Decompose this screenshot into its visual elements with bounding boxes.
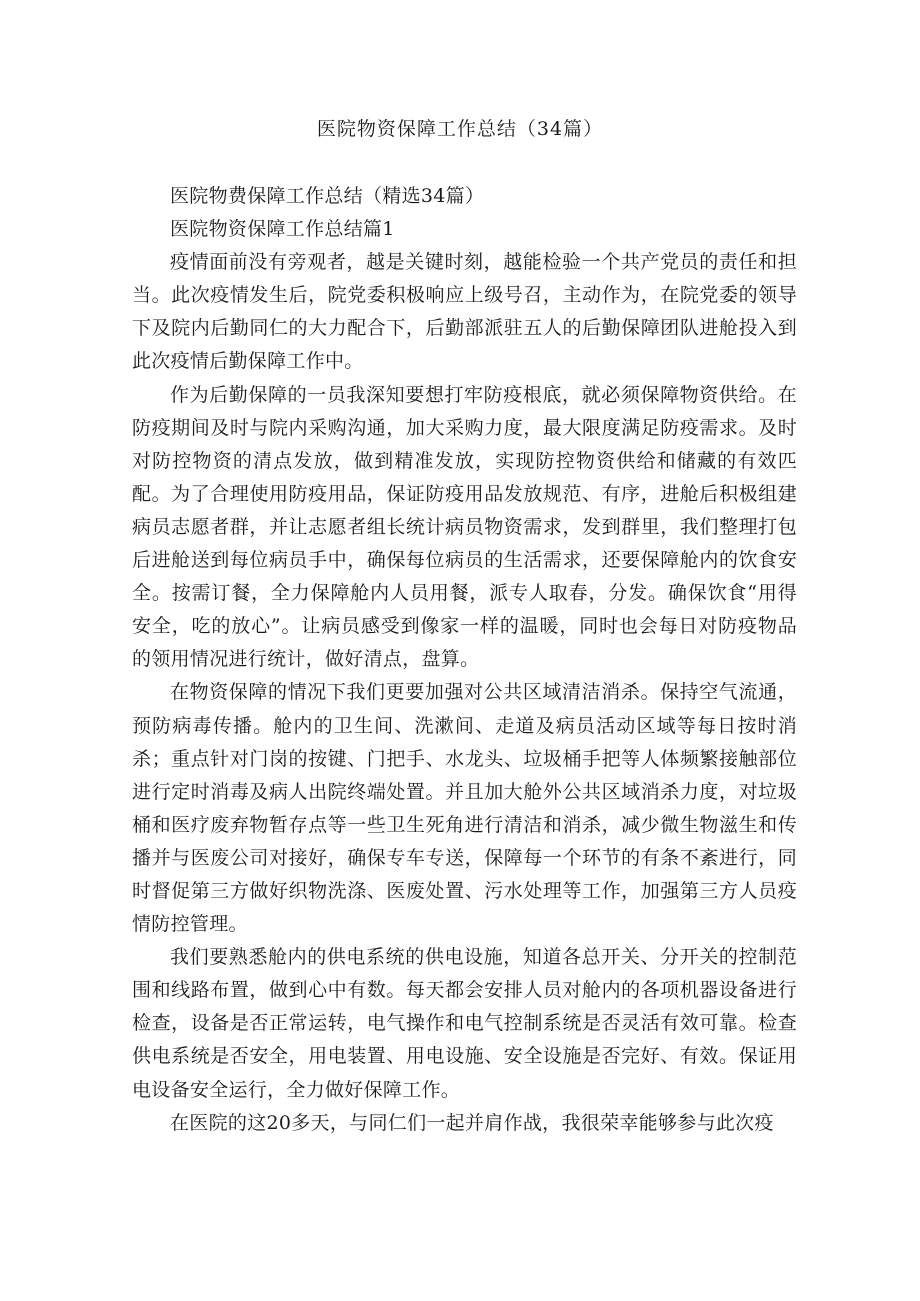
paragraph-1: 疫情面前没有旁观者，越是关键时刻，越能检验一个共产党员的责任和担当。此次疫情发生后，院党委积极响应上级号召，主动作为，在院党委的领导下及院内后勤同仁的大力配合下，后勤部派驻五人的后勤保障团队进舱投入到此次疫情后勤保障工作中。 <box>132 251 797 373</box>
paragraph-3: 在物资保障的情况下我们更要加强对公共区域清洁消杀。保持空气流通，预防病毒传播。舱内的卫生间、洗漱间、走道及病员活动区域等每日按时消杀；重点针对门岗的按键、门把手、水龙头、垃圾桶手把等人体频繁接触部位进行定时消毒及病人出院终端处置。并且加大舱外公共区域消杀力度，对垃圾桶和医疗废弃物暂存点等一些卫生死角进行清洁和消杀，减少微生物滋生和传播并与医废公司对接好，确保专车专送，保障每一个环节的有条不紊进行，同时督促第三方做好织物洗涤、医废处置、污水处理等工作，加强第三方人员疫情防控管理。 <box>132 681 797 936</box>
paragraph-2: 作为后勤保障的一员我深知要想打牢防疫根底，就必须保障物资供给。在防疫期间及时与院内采购沟通，加大采购力度，最大限度满足防疫需求。及时对防控物资的清点发放，做到精准发放，实现防控物资供给和储藏的有效匹配。为了合理使用防疫用品，保证防疫用品发放规范、有序，进舱后积极组建病员志愿者群，并让志愿者组长统计病员物资需求，发到群里，我们整理打包后进舱送到每位病员手中，确保每位病员的生活需求，还要保障舱内的饮食安全。按需订餐，全力保障舱内人员用餐，派专人取春，分发。确保饮食“用得安全，吃的放心”。让病员感受到像家一样的温暖，同时也会每日对防疫物品的领用情况进行统计，做好清点，盘算。 <box>132 383 797 671</box>
paragraph-4: 我们要熟悉舱内的供电系统的供电设施，知道各总开关、分开关的控制范围和线路布置，做到心中有数。每天都会安排人员对舱内的各项机器设备进行检查，设备是否正常运转，电气操作和电气控制系统是否灵活有效可靠。检查供电系统是否安全，用电装置、用电设施、安全设施是否完好、有效。保证用电设备安全运行，全力做好保障工作。 <box>132 946 797 1101</box>
paragraph-5: 在医院的这20多天，与同仁们一起并肩作战，我很荣幸能够参与此次疫 <box>170 1111 774 1134</box>
section-heading: 医院物资保障工作总结篇1 <box>170 218 395 241</box>
document-body <box>132 180 797 1140</box>
document-subtitle: 医院物费保障工作总结（精选34篇） <box>170 185 485 207</box>
document-title: 医院物资保障工作总结（34篇） <box>316 118 604 140</box>
